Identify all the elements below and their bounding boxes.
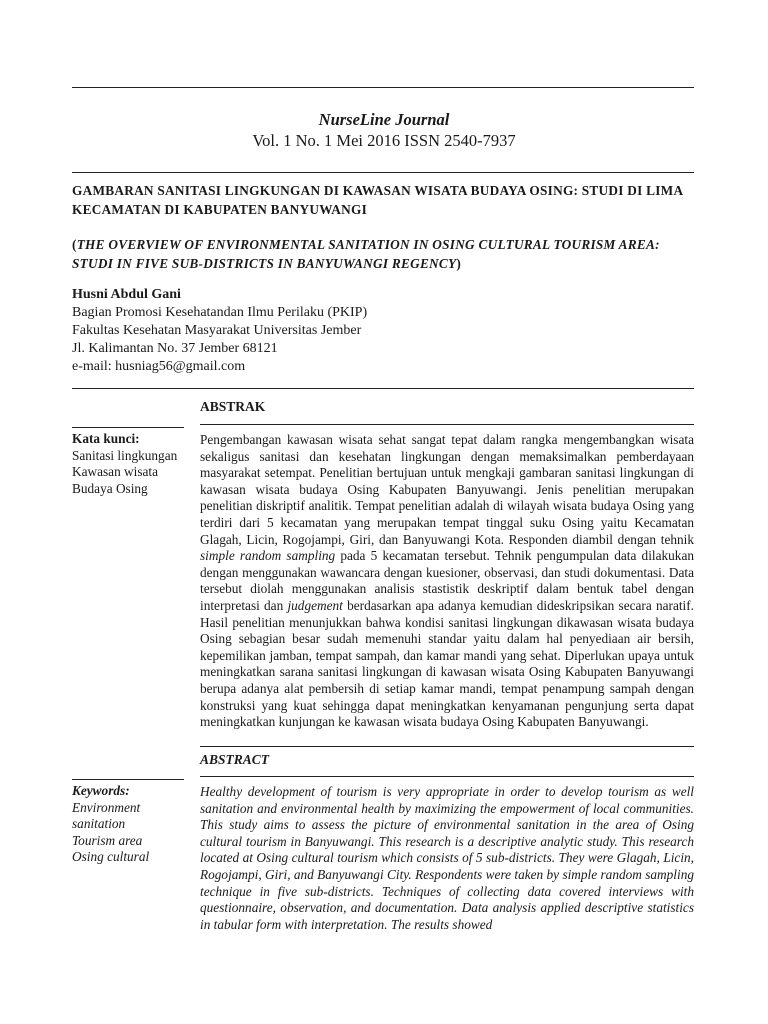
abstract-left-rule (72, 779, 184, 780)
abstrak-keyword: Sanitasi lingkungan (72, 447, 178, 463)
abstrak-text-italic: simple random sampling (200, 548, 336, 564)
abstrak-text-part: berdasarkan apa adanya kemudian dideskripsikan secara naratif. Hasil penelitian menunjukkan bahwa kondisi sanitasi lingkungan dikawasan wisata budaya Osing sebagian besar sudah memenuhi standar yaitu dalam hal penyediaan air bersih, kepemilikan jamban, tempat sampah, dan kamar mandi yang sehat. Diperlukan upaya untuk meningkatkan sarana sanitasi lingkungan di kawasan wisata Osing Kabupaten Banyuwangi berupa adanya alat pembersih di setiap kamar mandi, tempat penampung sampah dengan konstruksi yang kuat sehingga dapat meningkatkan kenyamanan pengunjung serta dapat meningkatkan kunjungan ke kawasan wisata budaya Osing Kabupaten Banyuwangi. (200, 597, 694, 730)
abstrak-keyword: Kawasan wisata (72, 464, 159, 479)
abstrak-keywords-label: Kata kunci: (72, 431, 140, 446)
abstrak-text-italic: judgement (287, 597, 343, 613)
journal-name: NurseLine Journal (318, 110, 450, 129)
author-name: Husni Abdul Gani (72, 287, 181, 302)
abstrak-text-part: Pengembangan kawasan wisata sehat sangat tepat dalam rangka mengembangkan wisata sekaligus sanitasi dan kesehatan lingkungan dengan memaksimalkan pemberdayaan masyarakat setempat. Penelitian bertujuan untuk mengkaji gambaran sanitasi lingkungan di kawasan wisata budaya Osing Kabupaten Banyuwangi. Jenis penelitian merupakan penelitian diskriptif analitik. Tempat penelitian adalah di wilayah wisata budaya Osing yang terdiri dari 5 kecamatan yang merupakan tempat tinggal suku Osing yaitu Kecamatan Glagah, Licin, Rogojampi, Giri, dan Banyuwangi Kota. Responden diambil dengan tehnik (200, 432, 694, 547)
author-bottom-rule (72, 388, 694, 389)
abstract-keyword: Tourism area (72, 832, 143, 848)
abstrak-keyword: Budaya Osing (72, 480, 148, 496)
abstrak-text-part: pada 5 kecamatan tersebut. Tehnik pengumpulan data dilakukan dengan menggunakan wawancara dengan kuesioner, observasi, dan studi dokumentasi. Data tersebut diolah menggunakan analisis stastistik deskriptif dalam bentuk tabel dengan interpretasi dan (200, 548, 694, 613)
abstrak-left-rule (72, 427, 184, 428)
abstrak-right-rule (200, 424, 694, 425)
header-bottom-rule (72, 172, 694, 173)
abstract-top-rule (200, 746, 694, 747)
abstract-right-rule (200, 776, 694, 777)
abstrak-body (200, 432, 694, 731)
abstract-keyword: Osing cultural (72, 849, 150, 864)
title-open-paren: ( (72, 237, 77, 252)
abstract-heading: ABSTRACT (200, 752, 270, 767)
title-en-text: THE OVERVIEW OF ENVIRONMENTAL SANITATION IN OSING CULTURAL TOURISM AREA: STUDI IN FIVE SUB-DISTRICTS IN BANYUWANGI REGENCY (72, 237, 660, 271)
author-affiliation-2: Fakultas Kesehatan Masyarakat Universitas Jember (72, 323, 362, 338)
abstract-body: Healthy development of tourism is very appropriate in order to develop tourism as well sanitation and environmental health by maximizing the empowerment of local communities. This study aims to assess the picture of environmental sanitation in the area of Osing cultural tourism in Banyuwangi. This research is a descriptive analytic study. This research located at Osing cultural tourism which consists of 5 sub-districts. They were Glagah, Licin, Rogojampi, Giri, and Banyuwangi City. Respondents were taken by simple random sampling technique in five sub-districts. Techniques of collecting data covered interviews with questionnaire, observation, and documentation. Data analysis applied descriptive statistics in tabular form with interpretation. The results showed (200, 784, 694, 932)
author-affiliation-1: Bagian Promosi Kesehatandan Ilmu Perilaku (PKIP) (72, 305, 368, 320)
abstract-keywords (72, 783, 184, 866)
abstrak-heading: ABSTRAK (200, 399, 266, 414)
journal-volume-issn: Vol. 1 No. 1 Mei 2016 ISSN 2540-7937 (252, 131, 516, 150)
author-email: e-mail: husniag56@gmail.com (72, 359, 246, 374)
article-title-english (72, 235, 696, 273)
title-close-paren: ) (456, 256, 462, 271)
author-address: Jl. Kalimantan No. 37 Jember 68121 (72, 341, 278, 356)
author-block (72, 286, 367, 376)
abstrak-keywords (72, 431, 184, 497)
article-title-indonesian: GAMBARAN SANITASI LINGKUNGAN DI KAWASAN WISATA BUDAYA OSING: STUDI DI LIMA KECAMATAN DI KABUPATEN BANYUWANGI (72, 183, 683, 217)
top-rule (72, 87, 694, 88)
abstract-keywords-label: Keywords: (72, 783, 130, 798)
abstract-keyword: Environment sanitation (72, 799, 141, 831)
